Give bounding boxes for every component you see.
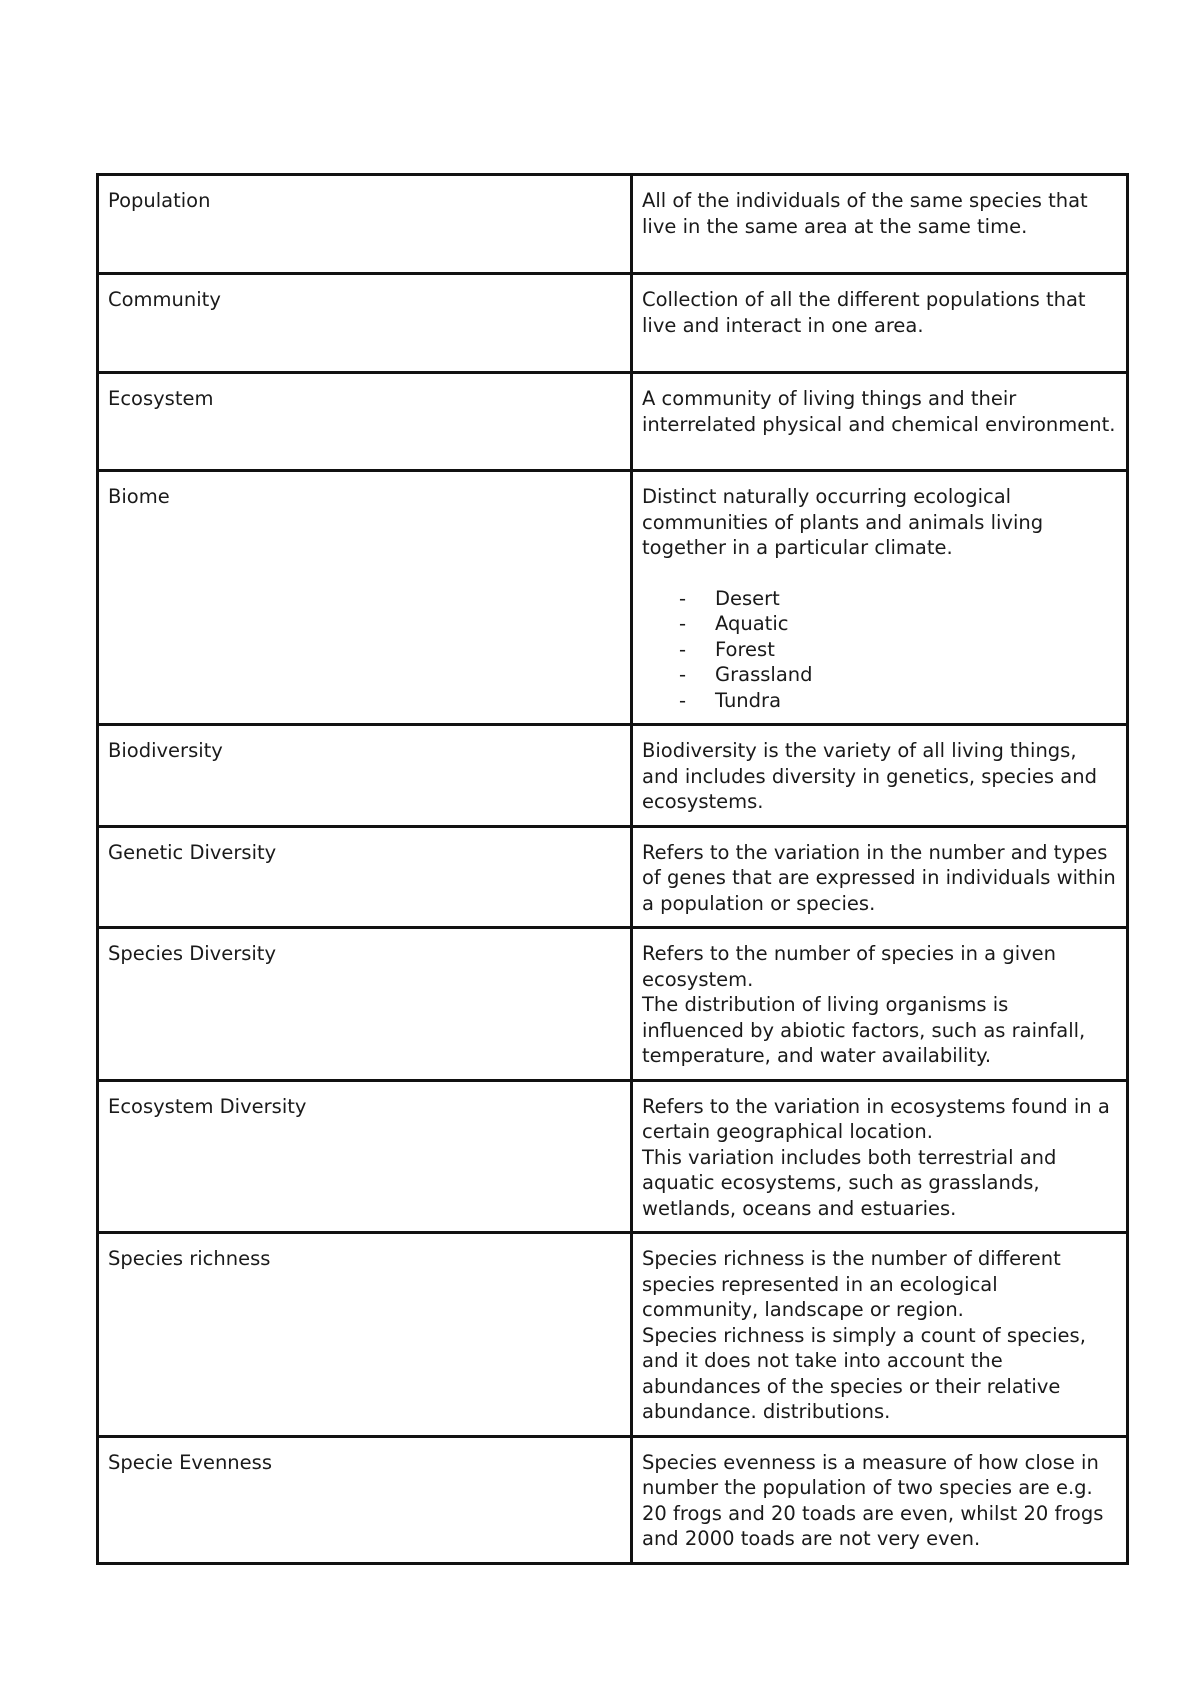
definition-cell: [632, 373, 1128, 471]
term-text: Species Diversity: [108, 942, 276, 965]
list-item: - Tundra: [642, 688, 1116, 714]
definition-text: A community of living things and their interrelated physical and chemical environment.: [642, 387, 1116, 436]
table-row: [98, 471, 1128, 725]
table-row: [98, 274, 1128, 373]
term-cell: [98, 1233, 632, 1437]
definition-text: Refers to the number of species in a given ecosystem.: [642, 942, 1057, 991]
term-cell: [98, 175, 632, 274]
definition-cell: [632, 826, 1128, 928]
definition-text: Refers to the variation in ecosystems found in a certain geographical location.: [642, 1094, 1110, 1143]
term-text: Genetic Diversity: [108, 840, 277, 864]
term-cell: [98, 1080, 632, 1233]
definition-text: Biodiversity is the variety of all living things, and includes diversity in genetics, species and ecosystems.: [642, 739, 1097, 813]
table-row: [98, 725, 1128, 827]
definition-text: Collection of all the different populations that live and interact in one area.: [642, 288, 1086, 337]
definition-cell: [632, 1233, 1128, 1437]
definition-cell: [632, 274, 1128, 373]
definition-text: The distribution of living organisms is influenced by abiotic factors, such as rainfall, temperature, and water availability.: [642, 993, 1086, 1067]
definition-cell: [632, 175, 1128, 274]
definition-text: Species richness is simply a count of species, and it does not take into account the abundances of the species or their relative abundance. distributions.: [642, 1323, 1086, 1423]
term-cell: [98, 725, 632, 827]
glossary-table: [96, 173, 1129, 1565]
term-cell: [98, 928, 632, 1081]
term-text: Specie Evenness: [108, 1450, 272, 1474]
definition-text: Species richness is the number of different species represented in an ecological community, landscape or region.: [642, 1247, 1061, 1321]
table-row: [98, 928, 1128, 1081]
list-item: - Grassland: [642, 662, 1116, 688]
table-row: [98, 1080, 1128, 1233]
definition-cell: [632, 1080, 1128, 1233]
definition-cell: [632, 928, 1128, 1081]
definition-text: This variation includes both terrestrial and aquatic ecosystems, such as grasslands, wetlands, oceans and estuaries.: [642, 1145, 1057, 1220]
term-cell: [98, 1436, 632, 1563]
list-item: - Aquatic: [642, 611, 1116, 637]
definition-text: Refers to the variation in the number and types of genes that are expressed in individuals within a population or species.: [642, 840, 1116, 915]
term-text: Species richness: [108, 1247, 271, 1270]
term-cell: [98, 274, 632, 373]
biome-list: [642, 586, 1116, 714]
definition-cell: [632, 725, 1128, 827]
term-text: Ecosystem: [108, 387, 214, 410]
term-text: Ecosystem Diversity: [108, 1094, 307, 1118]
table-row: [98, 175, 1128, 274]
definition-text: Distinct naturally occurring ecological communities of plants and animals living together in a particular climate.: [642, 485, 1044, 559]
definition-text: All of the individuals of the same species that live in the same area at the same time.: [642, 189, 1088, 238]
term-text: Community: [108, 288, 221, 311]
definition-text: Species evenness is a measure of how close in number the population of two species are e.g. 20 frogs and 20 toads are even, whilst 20 frogs and 2000 toads are not very even.: [642, 1450, 1104, 1550]
term-cell: [98, 826, 632, 928]
table-row: [98, 1436, 1128, 1563]
term-text: Population: [108, 189, 211, 212]
list-item: - Forest: [642, 637, 1116, 663]
table-row: [98, 373, 1128, 471]
term-text: Biodiversity: [108, 739, 223, 762]
definition-cell: [632, 1436, 1128, 1563]
term-cell: [98, 471, 632, 725]
term-cell: [98, 373, 632, 471]
list-item: - Desert: [642, 586, 1116, 612]
table-row: [98, 1233, 1128, 1437]
definition-cell: [632, 471, 1128, 725]
table-row: [98, 826, 1128, 928]
term-text: Biome: [108, 485, 170, 508]
